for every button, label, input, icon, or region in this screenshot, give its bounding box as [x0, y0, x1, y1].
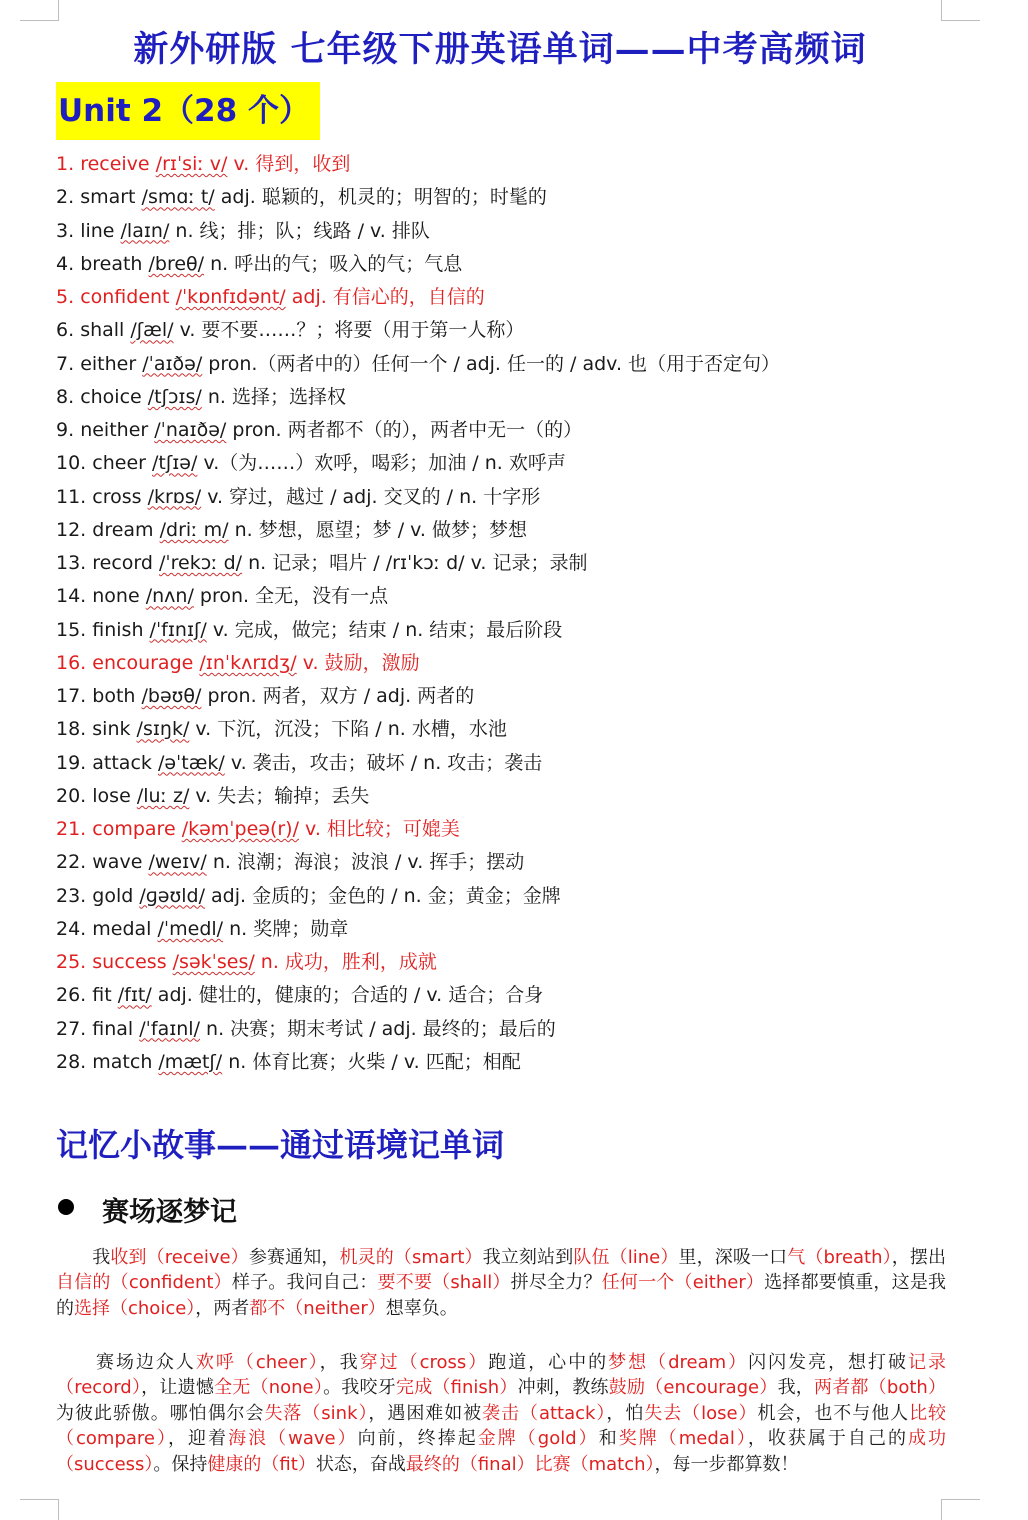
vocab-phonetic: /ˈnaɪðə/ [154, 419, 227, 441]
vocab-number: 17. [56, 685, 87, 707]
story-keyword: 健康的（fit） [207, 1453, 316, 1475]
vocab-phonetic: /luː z/ [136, 784, 190, 807]
story-text: 选择都要慎重，这是我的 [56, 1272, 947, 1319]
story-keyword: 穿过（cross） [359, 1352, 489, 1373]
vocab-row [56, 680, 986, 713]
page-corner-mark [20, 0, 59, 21]
vocab-row [56, 514, 986, 547]
story-text: 赛场边众人 [56, 1352, 196, 1373]
story-keyword: 自信的（confident） [56, 1272, 232, 1294]
vocab-row [56, 414, 986, 447]
vocab-definition: n. 决赛；期末考试 / adj. 最终的；最后的 [206, 1017, 556, 1040]
vocab-phonetic: /fɪt/ [117, 984, 152, 1007]
vocab-row [56, 946, 986, 979]
vocab-row [56, 614, 986, 647]
vocab-row [56, 215, 986, 248]
story-text: 跑道，心中的 [488, 1352, 609, 1373]
vocab-row [56, 481, 986, 514]
vocab-word: confident [80, 286, 170, 308]
story-keyword: 失落（sink） [264, 1402, 369, 1424]
vocab-phonetic: /krɒs/ [147, 485, 202, 508]
vocab-number: 12. [56, 518, 87, 541]
vocab-row [56, 248, 986, 281]
vocab-row [56, 547, 986, 580]
vocab-row [56, 447, 986, 480]
vocab-phonetic: /rɪˈsiː v/ [155, 153, 228, 175]
vocab-definition: n. 奖牌；勋章 [229, 917, 349, 940]
story-keyword: 海浪（wave） [228, 1428, 358, 1450]
vocab-phonetic: /ˈfaɪnl/ [139, 1017, 200, 1040]
vocab-phonetic: /kəmˈpeə(r)/ [181, 818, 299, 840]
vocab-number: 26. [56, 984, 87, 1007]
story-text: 。保持 [153, 1453, 208, 1475]
story-text: ，两者 [195, 1297, 250, 1319]
vocab-number: 15. [56, 618, 87, 641]
vocab-definition: n. 成功，胜利，成就 [260, 951, 437, 973]
vocab-number: 18. [56, 718, 87, 741]
unit-heading: Unit 2（28 个） [56, 82, 320, 140]
story-text: 我， [777, 1377, 815, 1399]
vocab-number: 4. [56, 252, 75, 275]
vocab-number: 13. [56, 552, 87, 574]
vocab-word: medal [92, 917, 152, 940]
story-keyword: 全无（none） [214, 1377, 324, 1399]
vocab-word: either [80, 352, 137, 375]
vocab-definition: n. 记录；唱片 / /rɪˈkɔː d/ v. 记录；录制 [248, 552, 588, 574]
vocab-row [56, 281, 986, 314]
vocab-definition: n. 线；排；队；线路 / v. 排队 [175, 219, 430, 242]
vocab-definition: v. 要不要……？；将要（用于第一人称） [179, 319, 525, 342]
story-keyword: 比较（compare） [56, 1402, 947, 1450]
vocab-definition: n. 梦想，愿望；梦 / v. 做梦；梦想 [234, 518, 528, 541]
story-keyword: 任何一个（either） [601, 1272, 765, 1294]
vocab-definition: v. 袭击，攻击；破坏 / n. 攻击；袭击 [230, 751, 543, 774]
vocab-row [56, 846, 986, 879]
story-keyword: 队伍（line） [573, 1247, 679, 1268]
vocab-row [56, 1046, 986, 1079]
story-text: 样子。我问自己： [231, 1272, 378, 1294]
vocab-word: neither [80, 419, 149, 441]
story-keyword: 收到（receive） [110, 1247, 249, 1268]
vocab-definition: v. 失去；输掉；丢失 [195, 784, 370, 807]
vocab-word: gold [92, 884, 134, 907]
story-text: 和 [598, 1428, 619, 1450]
story-keyword: 两者都（both） [814, 1377, 947, 1399]
story-text: ，每一步都算数！ [654, 1453, 799, 1475]
vocab-definition: v. 下沉，沉没；下陷 / n. 水槽，水池 [195, 718, 507, 741]
vocab-number: 14. [56, 585, 87, 608]
vocab-word: smart [80, 186, 136, 209]
vocab-phonetic: /ɪnˈkʌrɪdʒ/ [199, 651, 297, 674]
vocab-phonetic: /ˈaɪðə/ [142, 352, 203, 375]
vocab-phonetic: /bəʊθ/ [141, 685, 202, 707]
vocab-definition: v. 相比较；可媲美 [305, 818, 460, 840]
story-text: ，怕 [606, 1402, 645, 1424]
vocab-definition: n. 选择；选择权 [207, 385, 346, 408]
story-text: ，我 [319, 1352, 360, 1373]
story-text: 向前，终捧起 [357, 1428, 478, 1450]
story-text: 里，深吸一口 [678, 1247, 788, 1268]
vocab-definition: n. 呼出的气；吸入的气；气息 [210, 252, 463, 275]
story-text: ，迎着 [168, 1428, 229, 1450]
vocab-row [56, 1013, 986, 1046]
vocab-definition: v. 得到，收到 [233, 153, 351, 175]
vocab-number: 28. [56, 1050, 87, 1073]
vocab-number: 9. [56, 419, 75, 441]
vocab-word: both [92, 685, 136, 707]
vocab-phonetic: /ˈkɒnfɪdənt/ [175, 286, 286, 308]
story-keyword: 选择（choice） [74, 1297, 196, 1319]
vocab-phonetic: /ˈfɪnɪʃ/ [149, 618, 207, 641]
vocab-row [56, 713, 986, 746]
story-keyword: 欢呼（cheer） [195, 1352, 320, 1373]
vocab-phonetic: /ˈrekɔː d/ [159, 552, 243, 574]
vocab-word: receive [80, 153, 150, 175]
story-text: 参赛通知， [248, 1247, 340, 1268]
story-keyword: 袭击（attack） [482, 1402, 607, 1424]
story-text: 闪闪发亮，想打破 [748, 1352, 909, 1373]
vocab-number: 8. [56, 385, 75, 408]
vocab-word: cross [92, 485, 142, 508]
story-keyword: 成功（success） [56, 1428, 946, 1475]
vocab-definition: n. 浪潮；海浪；波浪 / v. 挥手；摆动 [212, 851, 525, 874]
vocab-word: record [92, 552, 153, 574]
story-text: ，收获属于自己的 [747, 1428, 908, 1450]
vocab-number: 16. [56, 651, 87, 674]
vocab-row [56, 647, 986, 680]
vocab-row [56, 813, 986, 846]
vocab-number: 7. [56, 352, 75, 375]
vocab-word: sink [92, 718, 131, 741]
story-text: 拼尽全力？ [510, 1272, 602, 1294]
vocab-number: 11. [56, 485, 87, 508]
vocab-definition: pron. 全无，没有一点 [199, 585, 389, 608]
vocab-row [56, 381, 986, 414]
story-keyword: 鼓励（encourage） [608, 1377, 778, 1399]
story-text: 为彼此骄傲。哪怕偶尔会 [56, 1402, 265, 1424]
vocabulary-list [56, 148, 986, 1079]
vocab-definition: pron.（两者中的）任何一个 / adj. 任一的 / adv. 也（用于否定句） [208, 352, 781, 375]
vocab-phonetic: /səkˈses/ [172, 951, 255, 973]
vocab-row [56, 880, 986, 913]
vocab-row [56, 780, 986, 813]
vocab-number: 5. [56, 286, 75, 308]
story-text: 冲刺，教练 [517, 1377, 609, 1399]
vocab-word: fit [92, 984, 112, 1007]
vocab-row [56, 348, 986, 381]
vocab-phonetic: /breθ/ [148, 252, 205, 275]
vocab-number: 22. [56, 851, 87, 874]
vocab-number: 19. [56, 751, 87, 774]
vocab-word: none [92, 585, 140, 608]
vocab-number: 10. [56, 452, 87, 475]
story-text: ，让遗憾 [141, 1377, 215, 1399]
story-subtitle: 赛场逐梦记 [102, 1197, 237, 1228]
vocab-phonetic: /laɪn/ [120, 219, 170, 242]
vocab-phonetic: /tʃɔɪs/ [147, 385, 202, 408]
vocab-number: 25. [56, 951, 87, 973]
vocab-row [56, 979, 986, 1012]
page-corner-mark [941, 1499, 980, 1520]
vocab-number: 6. [56, 319, 75, 342]
story-keyword: 机灵的（smart） [339, 1247, 483, 1268]
story-keyword: 气（breath） [787, 1247, 892, 1268]
story-text: 。我咬牙 [323, 1377, 396, 1399]
document-title: 新外研版 七年级下册英语单词——中考高频词 [133, 29, 867, 70]
page-corner-mark [941, 0, 980, 21]
story-text: 机会，也不与他人 [757, 1402, 910, 1424]
vocab-definition: v. 鼓励，激励 [302, 651, 420, 674]
vocab-definition: v.（为……）欢呼，喝彩；加油 / n. 欢呼声 [203, 452, 566, 475]
vocab-phonetic: /driː m/ [159, 518, 229, 541]
story-keyword: 梦想（dream） [608, 1352, 749, 1373]
page-corner-mark [20, 1499, 59, 1520]
vocab-row [56, 148, 986, 181]
vocab-word: cheer [92, 452, 146, 475]
vocab-word: finish [92, 618, 144, 641]
vocab-word: lose [92, 784, 131, 807]
vocab-word: wave [92, 851, 143, 874]
vocab-word: success [92, 951, 167, 973]
vocab-phonetic: /weɪv/ [148, 851, 207, 874]
story-keyword: 最终的（final）比赛（match） [405, 1453, 655, 1475]
vocab-phonetic: /əˈtæk/ [157, 751, 225, 774]
vocab-word: line [80, 219, 115, 242]
vocab-row [56, 314, 986, 347]
story-paragraph [56, 1350, 946, 1477]
vocab-word: compare [92, 818, 176, 840]
story-text: ，摆出 [891, 1247, 947, 1268]
vocab-definition: adj. 健壮的，健康的；合适的 / v. 适合；合身 [157, 984, 544, 1007]
vocab-word: match [92, 1050, 153, 1073]
story-text: 想辜负。 [385, 1297, 458, 1319]
story-keyword: 都不（neither） [249, 1297, 386, 1319]
vocab-word: attack [92, 751, 152, 774]
vocab-number: 1. [56, 153, 75, 175]
vocab-number: 3. [56, 219, 75, 242]
vocab-row [56, 580, 986, 613]
vocab-definition: pron. 两者，双方 / adj. 两者的 [207, 685, 475, 707]
vocab-number: 23. [56, 884, 87, 907]
vocab-definition: n. 体育比赛；火柴 / v. 匹配；相配 [228, 1050, 521, 1073]
vocab-definition: v. 穿过，越过 / adj. 交叉的 / n. 十字形 [207, 485, 541, 508]
vocab-definition: adj. 金质的；金色的 / n. 金；黄金；金牌 [211, 884, 561, 907]
vocab-word: shall [80, 319, 125, 342]
vocab-word: encourage [92, 651, 194, 674]
vocab-word: choice [80, 385, 142, 408]
vocab-phonetic: /mætʃ/ [158, 1050, 223, 1073]
vocab-phonetic: /nʌn/ [145, 585, 194, 608]
story-text: 我立刻站到 [482, 1247, 574, 1268]
story-text: 状态，奋战 [315, 1453, 406, 1475]
vocab-row [56, 913, 986, 946]
story-keyword: 记录（record） [56, 1352, 946, 1399]
vocab-definition: adj. 有信心的，自信的 [291, 286, 485, 308]
vocab-definition: adj. 聪颖的，机灵的；明智的；时髦的 [220, 186, 547, 209]
vocab-phonetic: /sɪŋk/ [136, 718, 190, 741]
vocab-phonetic: /ɡəʊld/ [139, 884, 205, 907]
vocab-row [56, 747, 986, 780]
vocab-word: final [92, 1017, 134, 1040]
vocab-phonetic: /ʃæl/ [130, 319, 174, 342]
story-text: 我 [56, 1247, 111, 1268]
vocab-word: breath [80, 252, 143, 275]
vocab-definition: v. 完成，做完；结束 / n. 结束；最后阶段 [212, 618, 563, 641]
vocab-number: 2. [56, 186, 75, 209]
story-keyword: 要不要（shall） [377, 1272, 511, 1294]
story-paragraph [56, 1245, 946, 1321]
vocab-row [56, 181, 986, 214]
story-section-title: 记忆小故事——通过语境记单词 [56, 1126, 505, 1164]
story-text: ，遇困难如被 [368, 1402, 483, 1424]
story-keyword: 金牌（gold） [477, 1428, 599, 1450]
vocab-number: 27. [56, 1017, 87, 1040]
vocab-definition: pron. 两者都不（的），两者中无一（的） [232, 419, 583, 441]
vocab-phonetic: /tʃɪə/ [152, 452, 198, 475]
vocab-phonetic: /smɑː t/ [141, 186, 215, 209]
bullet-icon [58, 1199, 74, 1215]
story-keyword: 失去（lose） [644, 1402, 758, 1424]
story-keyword: 完成（finish） [395, 1377, 518, 1399]
vocab-number: 21. [56, 818, 87, 840]
story-keyword: 奖牌（medal） [618, 1428, 748, 1450]
vocab-phonetic: /ˈmedl/ [157, 917, 224, 940]
vocab-word: dream [92, 518, 154, 541]
vocab-number: 24. [56, 917, 87, 940]
vocab-number: 20. [56, 784, 87, 807]
